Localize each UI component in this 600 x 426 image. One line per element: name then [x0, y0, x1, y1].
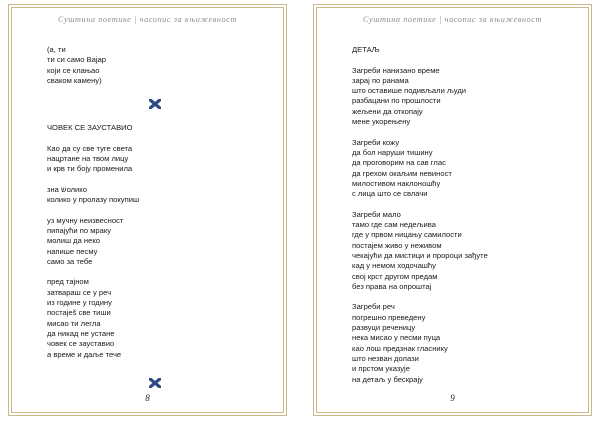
- poem-line: да проговорим на сав глас: [352, 158, 446, 168]
- poem-line: с лица што се свлачи: [352, 189, 428, 199]
- poem-line: Загреби реч: [352, 302, 395, 312]
- poem-line: тамо где сам недељива: [352, 220, 436, 230]
- poem-line: на детаљ у бескрају: [352, 374, 423, 384]
- cross-ornament-icon: [149, 96, 161, 106]
- stanza: [352, 138, 581, 200]
- poem-line: ти си само Вајар: [47, 55, 106, 65]
- poem-line: зарај по ранама: [352, 75, 409, 85]
- running-head: Суштина поетике | часопис за књижевност: [362, 15, 543, 24]
- poem-line: колико у пролазу покупиш: [47, 195, 140, 205]
- poem-line: да бол наруши тишину: [352, 147, 433, 157]
- poem-line: и крв ти боју променила: [47, 164, 133, 174]
- stanza: [352, 210, 581, 292]
- poem-line: који се клањао: [47, 65, 100, 75]
- stanza: [352, 302, 581, 384]
- page-number: 8: [145, 393, 150, 403]
- left-page-text: [47, 45, 276, 96]
- poem-line: кад у немом ходочашћу: [352, 261, 436, 271]
- poem-line: и прстом указује: [352, 364, 410, 374]
- poem-line: свој крст другом предам: [352, 271, 438, 281]
- stanza: [47, 277, 276, 359]
- poem-line: само за тебе: [47, 256, 93, 266]
- poem-line: Загреби нанизано време: [352, 65, 440, 75]
- page-number: 9: [450, 393, 455, 403]
- stanza: [47, 144, 276, 175]
- poem-line: постаješ све тиши: [47, 308, 111, 318]
- poem-line: напише песму: [47, 246, 98, 256]
- poem-line: да грехом окаљим невиност: [352, 168, 452, 178]
- poem-line: чекајући да мистици и пророци зађуте: [352, 250, 488, 260]
- poem-line: Загреби мало: [352, 209, 401, 219]
- poem-line: а време и даље тече: [47, 349, 122, 359]
- poem-line: да никад не устане: [47, 328, 115, 338]
- poem-line: молиш да неко: [47, 236, 100, 246]
- poem-line: погрешно преведену: [352, 312, 426, 322]
- poem-line: пред тајном: [47, 277, 89, 287]
- poem-line: затвараш се у реч: [47, 287, 112, 297]
- poem-right: [352, 45, 581, 395]
- poem-line: нацртане на твом лицу: [47, 153, 129, 163]
- poem-title: ДЕТАЉ: [352, 45, 380, 54]
- cross-ornament-icon: [149, 375, 161, 385]
- stanza: [352, 66, 581, 128]
- poem-line: жељени да откопају: [352, 106, 423, 116]
- poem-line: што незван долази: [352, 353, 419, 363]
- poem-line: Као да су све туге света: [47, 143, 133, 153]
- poem-line: развуци реченицу: [352, 323, 416, 333]
- poem-line: мисао ти легла: [47, 318, 101, 328]
- poem-line: мене укорењену: [352, 117, 411, 127]
- poem-line: где у првом ницању самилости: [352, 230, 462, 240]
- stanza: [47, 216, 276, 267]
- poem-line: пипајући по мраку: [47, 225, 112, 235]
- poem-left: [47, 123, 276, 370]
- poem-line: разбацани по прошлости: [352, 96, 441, 106]
- poem-line: постајем живо у неживом: [352, 240, 442, 250]
- poem-line: зна שолико: [47, 184, 87, 194]
- poem-line: Загреби кожу: [352, 137, 400, 147]
- poem-line: нека мисао у песми пуца: [352, 333, 441, 343]
- poem-line: из године у годину: [47, 298, 112, 308]
- poem-line: милостивом наклоношћу: [352, 178, 441, 188]
- poem-line: (а, ти: [47, 45, 66, 54]
- poem-line: човек се зауставио: [47, 339, 115, 349]
- running-head: Суштина поетике | часопис за књижевност: [57, 15, 238, 24]
- right-page: [313, 4, 592, 416]
- poem-line: без права на опроштај: [352, 281, 432, 291]
- opening-stanza: [47, 45, 276, 86]
- poem-line: што оставише подивљали људи: [352, 86, 467, 96]
- left-page: [8, 4, 287, 416]
- poem-line: сваком камену): [47, 75, 102, 85]
- poem-title: ЧОВЕК СЕ ЗАУСТАВИО: [47, 123, 133, 132]
- poem-line: као лош предзнак гласнику: [352, 343, 448, 353]
- stanza: [47, 185, 276, 206]
- poem-line: уз мучну неизвесност: [47, 215, 124, 225]
